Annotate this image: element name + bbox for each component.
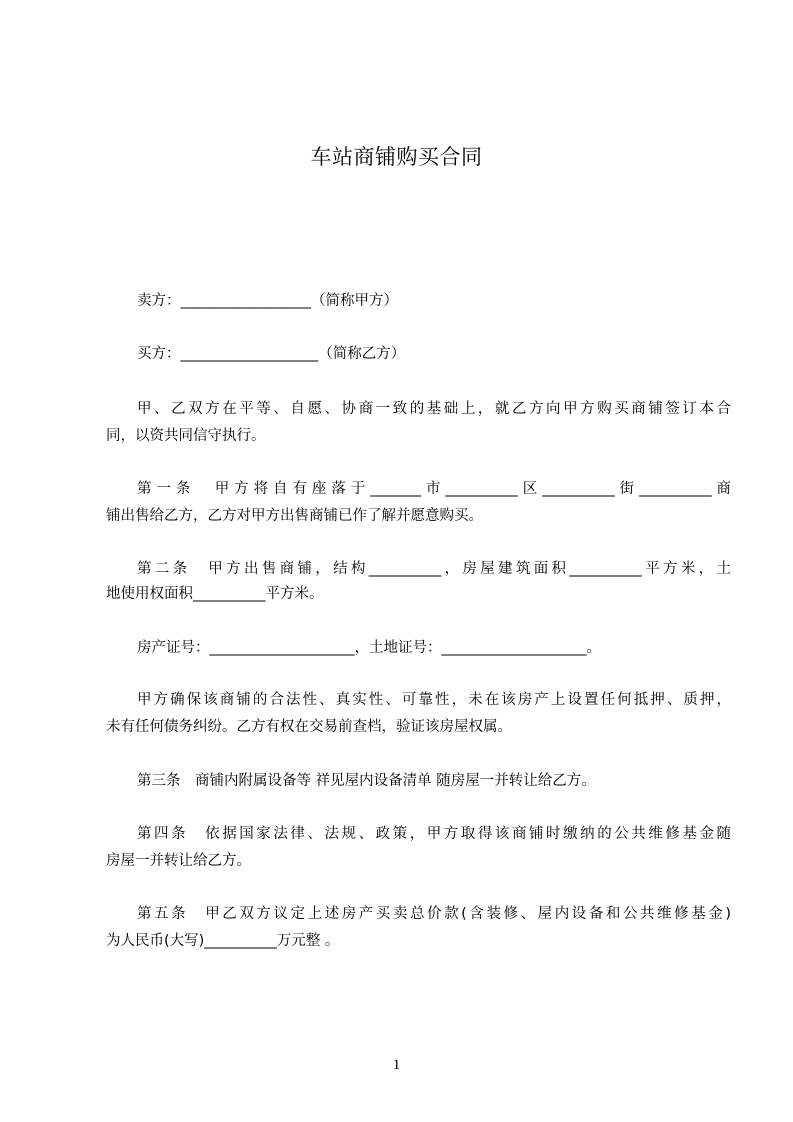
intro-line-1: 甲、乙双方在平等、自愿、协商一致的基础上，就乙方向甲方购买商铺签订本合 — [137, 401, 731, 417]
contract-title: 车站商铺购买合同 — [310, 145, 483, 169]
guarantee-line-2: 未有任何债务纠纷。乙方有权在交易前查档，验证该房屋权属。 — [106, 719, 512, 735]
page-number: 1 — [392, 1057, 401, 1073]
article3-line: 第三条 商铺内附属设备等 祥见屋内设备清单 随房屋一并转让给乙方。 — [137, 773, 596, 789]
article2-line-2: 地使用权面积__________平方米。 — [106, 586, 324, 602]
buyer-line: 买方：___________________（简称乙方） — [137, 346, 406, 362]
article1-line-2: 铺出售给乙方，乙方对甲方出售商铺已作了解并愿意购买。 — [106, 508, 483, 524]
article5-line-2: 为人民币(大写)__________万元整 。 — [106, 933, 340, 949]
guarantee-line-1: 甲方确保该商铺的合法性、真实性、可靠性，未在该房产上设置任何抵押、质押， — [137, 692, 731, 708]
article4-line-2: 房屋一并转让给乙方。 — [106, 853, 251, 869]
article5-line-1: 第五条 甲乙双方议定上述房产买卖总价款(含装修、屋内设备和公共维修基金) — [137, 906, 731, 922]
article1-line-1: 第一条 甲方将自有座落于_______市__________区__________街__________商 — [137, 481, 731, 497]
article4-line-1: 第四条 依据国家法律、法规、政策，甲方取得该商铺时缴纳的公共维修基金随 — [137, 826, 731, 842]
seller-line: 卖方：__________________（简称甲方） — [137, 293, 398, 309]
intro-line-2: 同，以资共同信守执行。 — [106, 428, 266, 444]
certificates-line: 房产证号：____________________，土地证号：____________________。 — [137, 640, 601, 656]
article2-line-1: 第二条 甲方出售商铺，结构__________，房屋建筑面积__________平方米，土 — [137, 561, 731, 577]
